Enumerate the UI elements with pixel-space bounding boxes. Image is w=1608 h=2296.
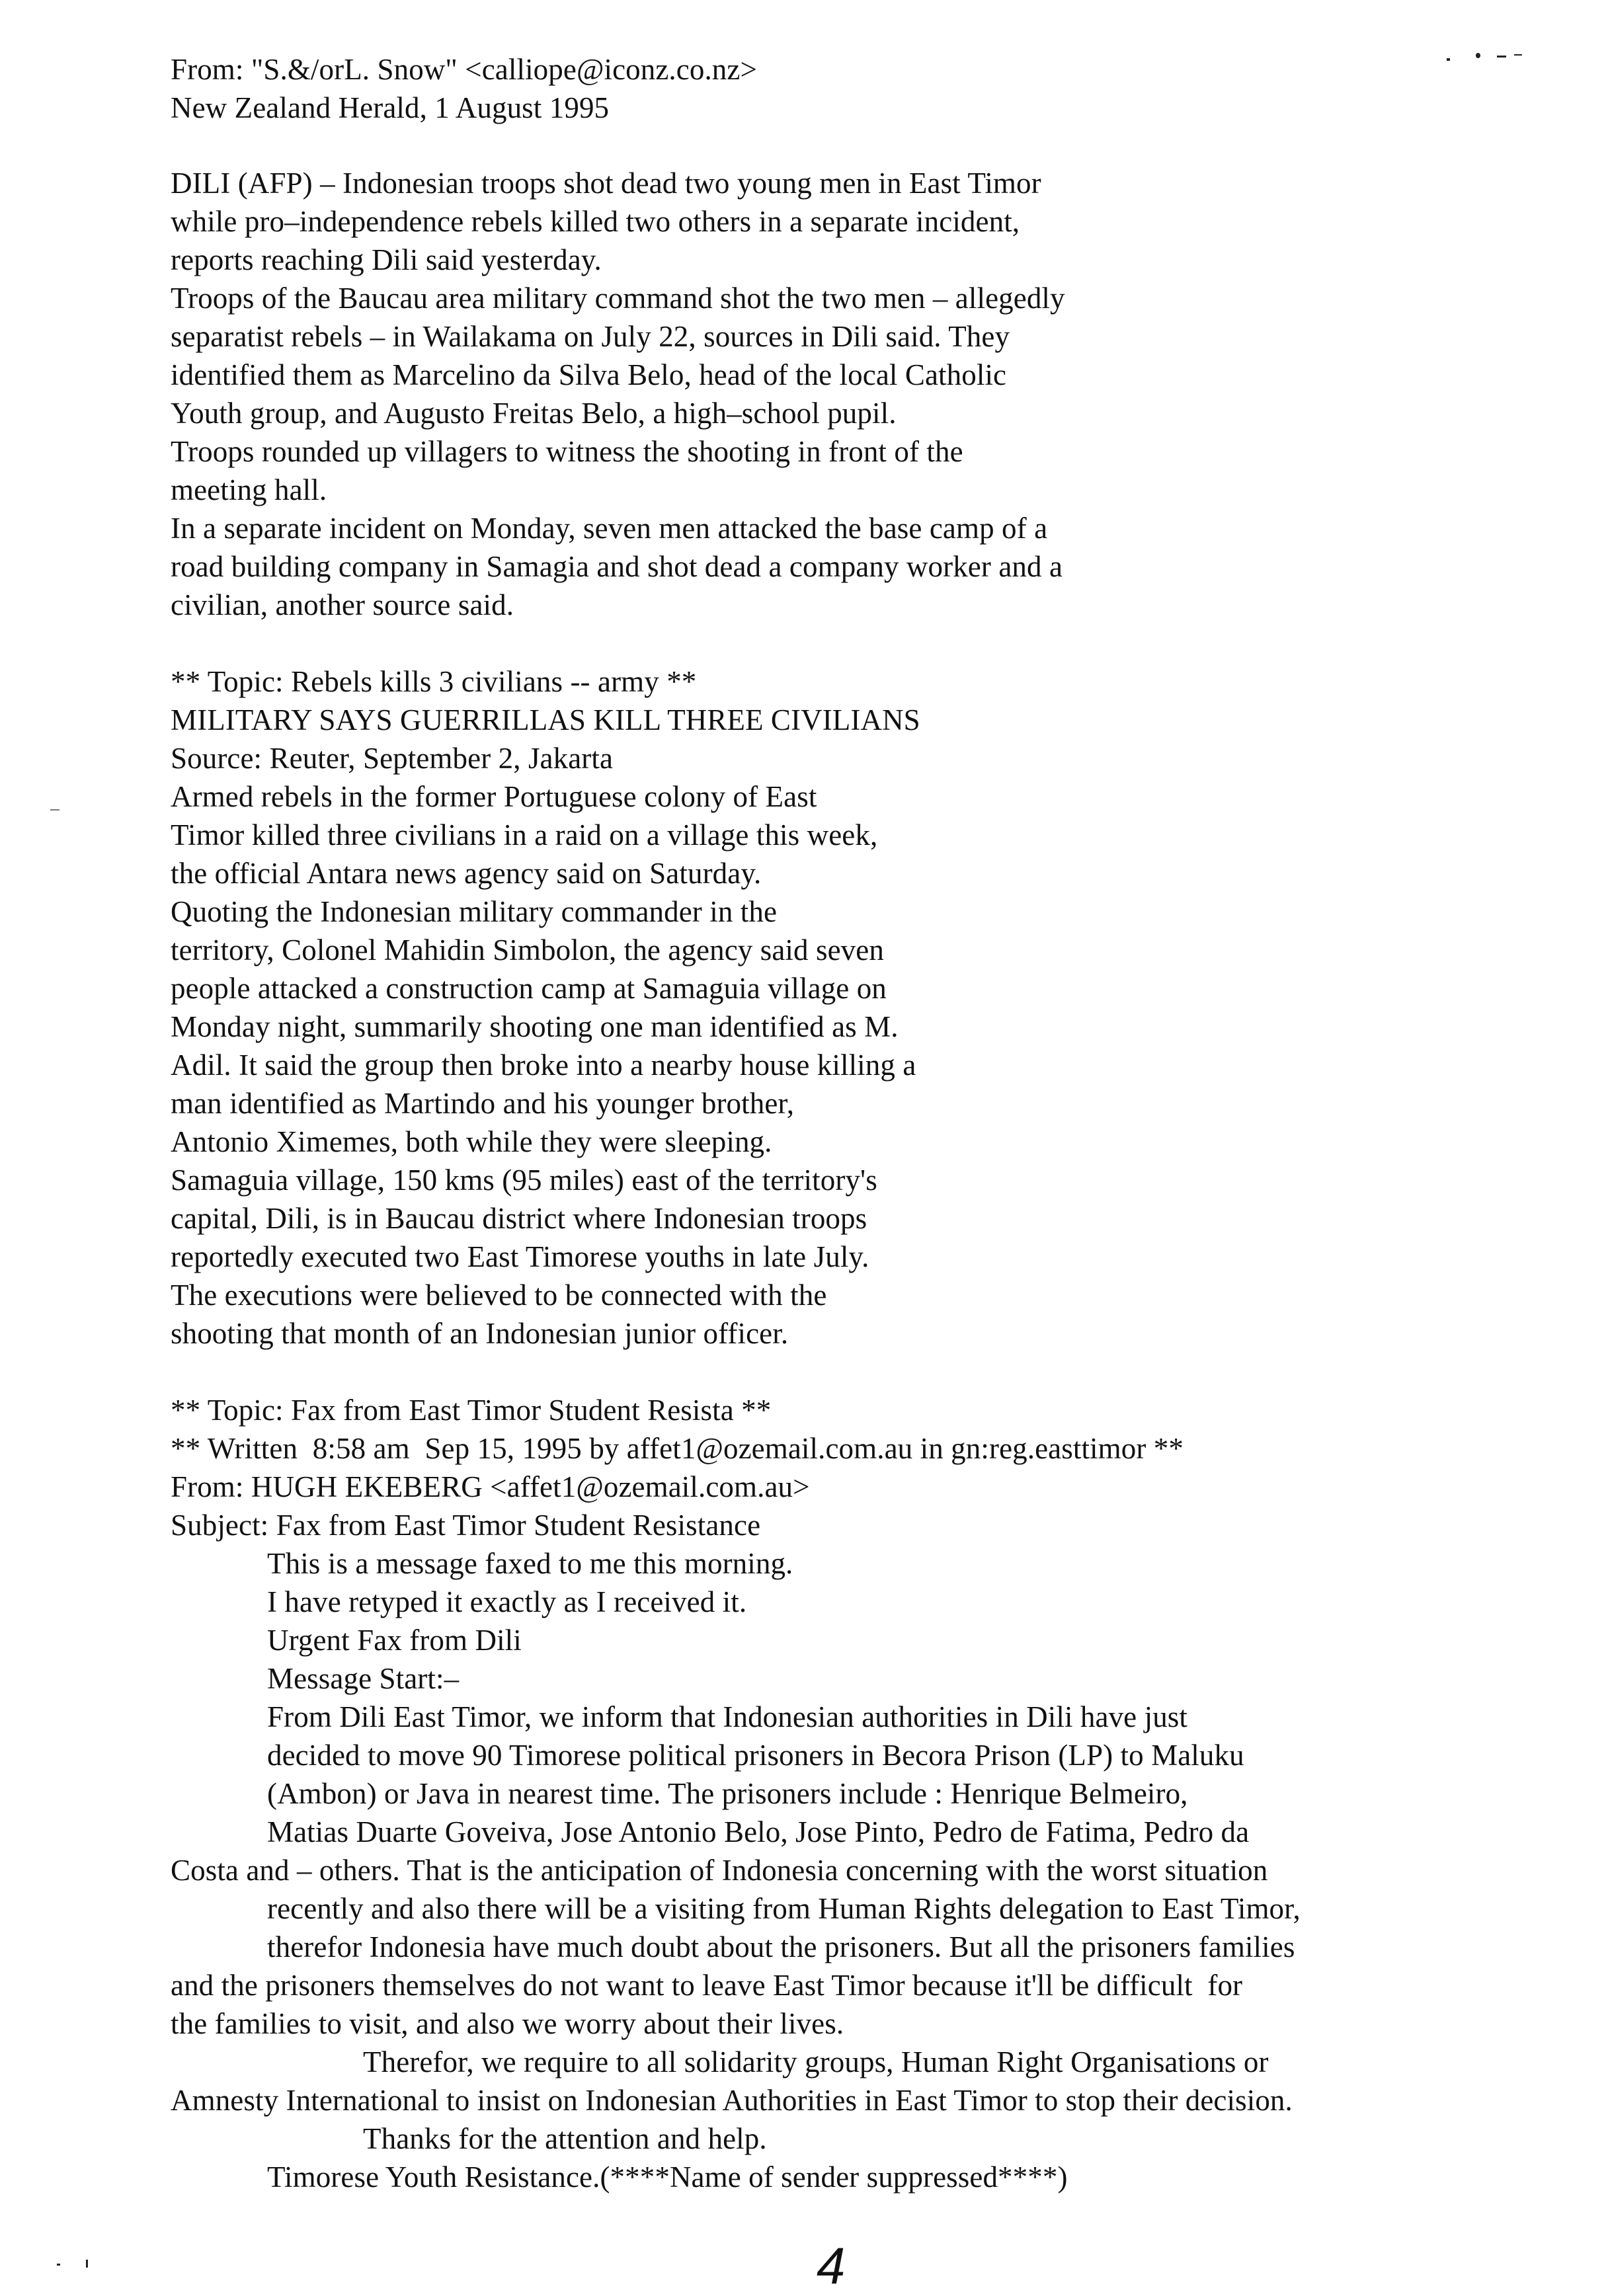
scan-speck bbox=[57, 2264, 60, 2266]
article3-line: decided to move 90 Timorese political prisoners in Becora Prison (LP) to Maluku bbox=[267, 1739, 1244, 1772]
scan-speck bbox=[86, 2260, 88, 2268]
article2-line: territory, Colonel Mahidin Simbolon, the agency said seven bbox=[171, 933, 884, 967]
article2-line: The executions were believed to be connected with the bbox=[171, 1279, 827, 1312]
article1-line: separatist rebels – in Wailakama on July 22, sources in Dili said. They bbox=[171, 320, 1010, 353]
article3-line: recently and also there will be a visiting from Human Rights delegation to East Timor, bbox=[267, 1892, 1301, 1925]
article1-line: civilian, another source said. bbox=[171, 588, 514, 621]
article2-line: Timor killed three civilians in a raid on a village this week, bbox=[171, 818, 878, 851]
article2-line: capital, Dili, is in Baucau district where Indonesian troops bbox=[171, 1202, 867, 1235]
article3-line: This is a message faxed to me this morning. bbox=[267, 1547, 793, 1580]
article3-line: Therefor, we require to all solidarity groups, Human Right Organisations or bbox=[363, 2045, 1269, 2078]
article3-written: ** Written 8:58 am Sep 15, 1995 by affet1@ozemail.com.au in gn:reg.easttimor ** bbox=[171, 1432, 1184, 1465]
article3-line: I have retyped it exactly as I received it. bbox=[267, 1585, 747, 1618]
article2-line: man identified as Martindo and his younger brother, bbox=[171, 1087, 795, 1120]
article1-line: reports reaching Dili said yesterday. bbox=[171, 243, 602, 276]
article1-line: In a separate incident on Monday, seven men attacked the base camp of a bbox=[171, 512, 1048, 545]
article2-line: Armed rebels in the former Portuguese colony of East bbox=[171, 780, 817, 813]
article3-line: therefor Indonesia have much doubt about the prisoners. But all the prisoners families bbox=[267, 1930, 1295, 1963]
article3-line: Urgent Fax from Dili bbox=[267, 1624, 522, 1657]
article3-line: Amnesty International to insist on Indonesian Authorities in East Timor to stop their decision. bbox=[171, 2084, 1293, 2117]
scan-speck bbox=[50, 809, 60, 811]
article2-line: people attacked a construction camp at Samaguia village on bbox=[171, 972, 887, 1005]
article2-headline: MILITARY SAYS GUERRILLAS KILL THREE CIVILIANS bbox=[171, 703, 920, 736]
article3-line: Message Start:– bbox=[267, 1662, 460, 1695]
article1-line: road building company in Samagia and shot dead a company worker and a bbox=[171, 550, 1063, 583]
article2-topic: ** Topic: Rebels kills 3 civilians -- army ** bbox=[171, 665, 697, 698]
article1-line: Youth group, and Augusto Freitas Belo, a high–school pupil. bbox=[171, 397, 897, 430]
article2-line: Antonio Ximemes, both while they were sleeping. bbox=[171, 1125, 772, 1158]
article3-line: From Dili East Timor, we inform that Indonesian authorities in Dili have just bbox=[267, 1700, 1188, 1733]
article1-line: identified them as Marcelino da Silva Belo, head of the local Catholic bbox=[171, 358, 1007, 391]
article2-line: Quoting the Indonesian military commander in the bbox=[171, 895, 778, 928]
article1-line: DILI (AFP) – Indonesian troops shot dead two young men in East Timor bbox=[171, 167, 1041, 200]
header-source: New Zealand Herald, 1 August 1995 bbox=[171, 91, 610, 124]
article1-line: meeting hall. bbox=[171, 473, 327, 506]
article3-from: From: HUGH EKEBERG <affet1@ozemail.com.au> bbox=[171, 1470, 810, 1503]
article2-line: Samaguia village, 150 kms (95 miles) east of the territory's bbox=[171, 1164, 877, 1197]
article3-line: Thanks for the attention and help. bbox=[363, 2122, 767, 2155]
article1-line: Troops of the Baucau area military command shot the two men – allegedly bbox=[171, 282, 1065, 315]
article3-signature: Timorese Youth Resistance.(****Name of sender suppressed****) bbox=[267, 2160, 1068, 2194]
scan-speck bbox=[1497, 56, 1506, 58]
article3-line: the families to visit, and also we worry about their lives. bbox=[171, 2007, 844, 2040]
scan-speck bbox=[1514, 54, 1522, 56]
article2-line: the official Antara news agency said on Saturday. bbox=[171, 857, 762, 890]
article2-line: Adil. It said the group then broke into a nearby house killing a bbox=[171, 1049, 916, 1082]
scan-speck bbox=[1476, 53, 1480, 58]
article2-line: shooting that month of an Indonesian junior officer. bbox=[171, 1317, 789, 1350]
article3-line: Costa and – others. That is the anticipation of Indonesia concerning with the worst situation bbox=[171, 1854, 1268, 1887]
article1-line: while pro–independence rebels killed two others in a separate incident, bbox=[171, 205, 1020, 238]
article2-line: Monday night, summarily shooting one man identified as M. bbox=[171, 1010, 899, 1043]
header-from: From: "S.&/orL. Snow" <calliope@iconz.co.nz> bbox=[171, 53, 757, 86]
article3-line: (Ambon) or Java in nearest time. The prisoners include : Henrique Belmeiro, bbox=[267, 1777, 1188, 1810]
article2-source: Source: Reuter, September 2, Jakarta bbox=[171, 742, 614, 775]
article3-line: Matias Duarte Goveiva, Jose Antonio Belo, Jose Pinto, Pedro de Fatima, Pedro da bbox=[267, 1815, 1250, 1848]
article2-line: reportedly executed two East Timorese youths in late July. bbox=[171, 1240, 869, 1273]
article1-line: Troops rounded up villagers to witness the shooting in front of the bbox=[171, 435, 963, 468]
page-number: 4 bbox=[817, 2237, 846, 2295]
article3-line: and the prisoners themselves do not want to leave East Timor because it'll be difficult for bbox=[171, 1969, 1243, 2002]
article3-subject: Subject: Fax from East Timor Student Resistance bbox=[171, 1509, 761, 1542]
article3-topic: ** Topic: Fax from East Timor Student Resista ** bbox=[171, 1394, 772, 1427]
scan-speck bbox=[1447, 58, 1450, 61]
